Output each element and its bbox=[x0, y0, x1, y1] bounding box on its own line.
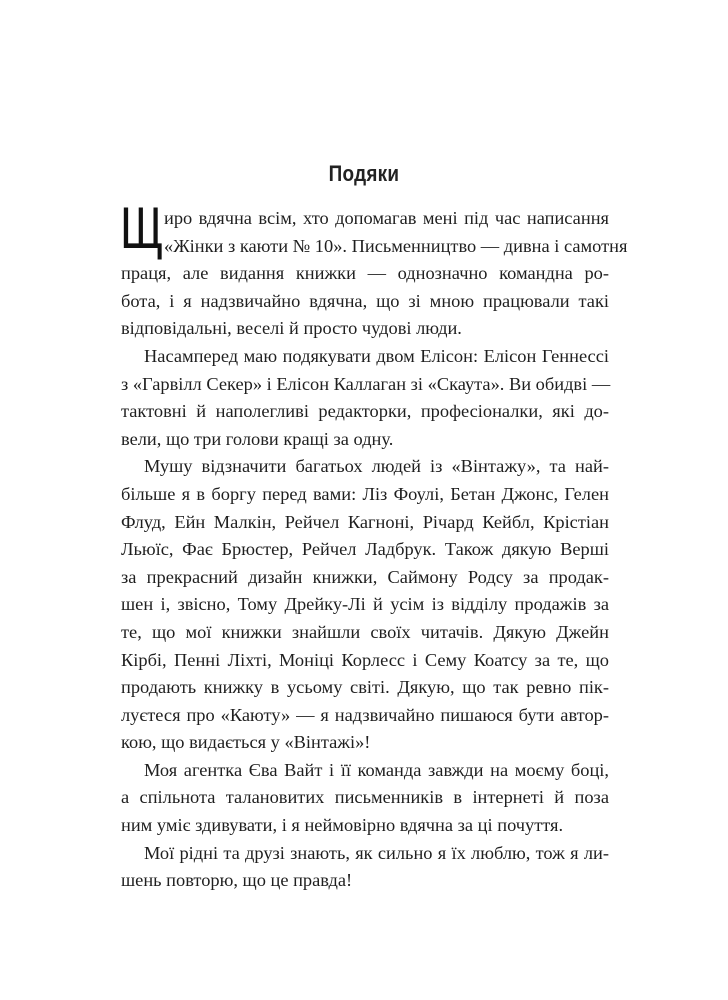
text-line: шен і, звісно, Тому Дрейку-Лі й усім із відділу продажів за bbox=[121, 594, 609, 615]
paragraph-3 bbox=[121, 453, 609, 757]
text-line: вели, що три голови кращі за одну. bbox=[121, 428, 394, 449]
text-line: кою, що видається у «Вінтажі»! bbox=[121, 732, 371, 753]
text-line: Моя агентка Єва Вайт і її команда завжди на моєму боці, bbox=[144, 759, 609, 780]
text-line: луєтеся про «Каюту» — я надзвичайно пишаюся бути автор- bbox=[121, 704, 609, 725]
chapter-title: Подяки bbox=[328, 161, 400, 186]
text-line: ним уміє здивувати, і я неймовірно вдячна за ці почуття. bbox=[121, 815, 564, 836]
text-line: відповідальні, веселі й просто чудові люди. bbox=[121, 318, 462, 339]
text-line: Флуд, Ейн Малкін, Рейчел Кагноні, Річард Кейбл, Крістіан bbox=[121, 511, 609, 532]
text-line: тактовні й наполегливі редакторки, професіоналки, які до- bbox=[121, 401, 609, 422]
text-line: те, що мої книжки знайшли своїх читачів. Дякую Джейн bbox=[121, 621, 609, 642]
body-text bbox=[120, 196, 628, 895]
drop-cap: Щ bbox=[120, 196, 164, 261]
paragraph-2 bbox=[121, 343, 609, 453]
text-line: бота, і я надзвичайно вдячна, що зі мною працювали такі bbox=[121, 290, 609, 311]
text-line: більше я в боргу перед вами: Ліз Фоулі, Бетан Джонс, Гелен bbox=[121, 483, 609, 504]
text-line: «Жінки з каюти № 10». Письменництво — дивна і самотня bbox=[164, 235, 628, 256]
text-line: Насамперед маю подякувати двом Елісон: Елісон Геннессі bbox=[144, 345, 609, 366]
text-line: з «Гарвілл Секер» і Елісон Каллаган зі «Скаута». Ви обидві — bbox=[121, 373, 611, 394]
text-line: шень повторю, що це правда! bbox=[121, 870, 353, 891]
text-line: Кірбі, Пенні Ліхті, Моніці Корлесс і Сему Коатсу за те, що bbox=[121, 649, 609, 670]
text-line: иро вдячна всім, хто допомагав мені під час написання bbox=[164, 208, 609, 228]
paragraph-1 bbox=[120, 196, 628, 343]
text-line: праця, але видання книжки — однозначно командна ро- bbox=[121, 263, 609, 284]
text-line: за прекрасний дизайн книжки, Саймону Родсу за продак- bbox=[121, 566, 609, 587]
text-line: Мушу відзначити багатьох людей із «Вінтажу», та най- bbox=[144, 456, 609, 477]
text-line: продають книжку в усьому світі. Дякую, що так ревно пік- bbox=[121, 677, 609, 698]
text-line: Льюїс, Фає Брюстер, Рейчел Ладбрук. Також дякую Верші bbox=[121, 539, 609, 560]
text-line: Мої рідні та друзі знають, як сильно я їх люблю, тож я ли- bbox=[144, 842, 609, 863]
paragraph-4 bbox=[121, 757, 609, 840]
text-line: а спільнота талановитих письменників в інтернеті й поза bbox=[121, 787, 609, 808]
paragraph-5 bbox=[121, 840, 609, 895]
